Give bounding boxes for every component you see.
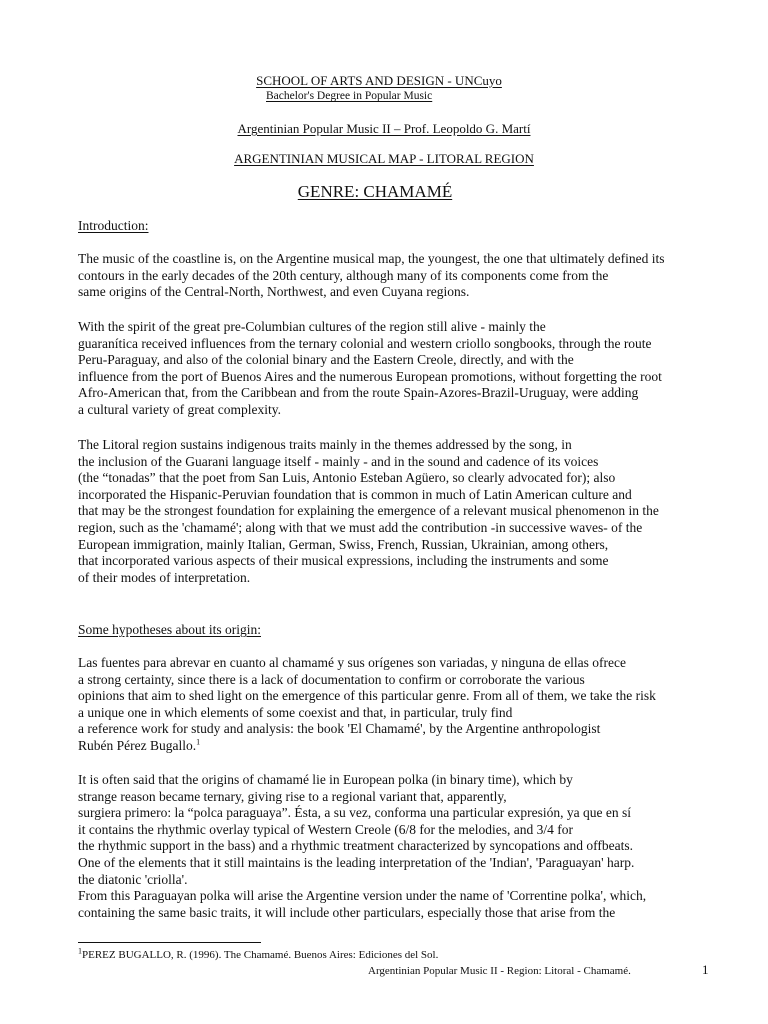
text-line: strange reason became ternary, giving rise to a regional variant that, apparently, bbox=[78, 788, 507, 804]
text-fragment: Rubén Pérez Bugallo. bbox=[78, 737, 197, 753]
degree-name: Bachelor's Degree in Popular Music bbox=[266, 90, 433, 102]
text-line: opinions that aim to shed light on the emergence of this particular genre. From all of them, we take the risk bbox=[78, 688, 656, 704]
text-line: that may be the strongest foundation for explaining the emergence of a relevant musical phenomenon in the bbox=[78, 503, 659, 519]
text-line: a cultural variety of great complexity. bbox=[78, 401, 282, 417]
text-line: Peru-Paraguay, and also of the colonial binary and the Eastern Creole, directly, and with the bbox=[78, 352, 574, 368]
intro-paragraph-2 bbox=[78, 319, 730, 419]
intro-paragraph-1 bbox=[78, 251, 730, 301]
intro-paragraph-3 bbox=[78, 437, 730, 586]
text-line: (the “tonadas” that the poet from San Luis, Antonio Esteban Agüero, so clearly advocated for); also bbox=[78, 470, 616, 486]
footnote-text: PEREZ BUGALLO, R. (1996). The Chamamé. Buenos Aires: Ediciones del Sol. bbox=[82, 949, 439, 961]
text-line: a unique one in which elements of some coexist and that, in particular, truly find bbox=[78, 704, 513, 720]
hypotheses-heading: Some hypotheses about its origin: bbox=[78, 622, 261, 637]
course-header bbox=[0, 121, 768, 137]
introduction-heading: Introduction: bbox=[78, 218, 149, 233]
text-line: the inclusion of the Guarani language itself - mainly - and in the sound and cadence of its voices bbox=[78, 453, 599, 469]
map-header bbox=[0, 151, 768, 167]
text-line: influence from the port of Buenos Aires and the numerous European promotions, without forgetting the root bbox=[78, 368, 662, 384]
school-header bbox=[0, 73, 768, 89]
footnote-divider bbox=[78, 942, 261, 943]
degree-header bbox=[266, 89, 486, 103]
text-line: guaranítica received influences from the ternary colonial and western criollo songbooks, through the route bbox=[78, 335, 652, 351]
text-line: of their modes of interpretation. bbox=[78, 569, 251, 585]
text-line: European immigration, mainly Italian, German, Swiss, French, Russian, Ukrainian, among others, bbox=[78, 536, 609, 552]
text-line: The music of the coastline is, on the Argentine musical map, the youngest, the one that ultimately defined its bbox=[78, 251, 665, 266]
text-line: With the spirit of the great pre-Columbian cultures of the region still alive - mainly the bbox=[78, 319, 546, 334]
text-line: From this Paraguayan polka will arise the Argentine version under the name of 'Correntine polka', which, bbox=[78, 888, 647, 904]
text-line: region, such as the 'chamamé'; along with that we must add the contribution -in successive waves- of the bbox=[78, 519, 643, 535]
footnote-reference: 1 bbox=[196, 737, 201, 747]
page-number: 1 bbox=[702, 962, 709, 977]
text-line: containing the same basic traits, it will include other particulars, especially those that arise from the bbox=[78, 904, 616, 920]
text-line: Las fuentes para abrevar en cuanto al chamamé y sus orígenes son variadas, y ninguna de ellas ofrece bbox=[78, 655, 627, 670]
page-footer: Argentinian Popular Music II - Region: Litoral - Chamamé. bbox=[368, 965, 631, 977]
text-line: that incorporated various aspects of their musical expressions, including the instruments and some bbox=[78, 553, 609, 569]
hypotheses-paragraph-1 bbox=[78, 655, 730, 755]
text-line: it contains the rhythmic overlay typical of Western Creole (6/8 for the melodies, and 3/4 for bbox=[78, 821, 574, 837]
map-title: ARGENTINIAN MUSICAL MAP - LITORAL REGION bbox=[234, 151, 534, 166]
hypotheses-paragraph-2 bbox=[78, 772, 730, 921]
text-line: The Litoral region sustains indigenous traits mainly in the themes addressed by the song, in bbox=[78, 437, 572, 452]
text-line: a strong certainty, since there is a lack of documentation to confirm or corroborate the various bbox=[78, 671, 585, 687]
text-line: It is often said that the origins of chamamé lie in European polka (in binary time), which by bbox=[78, 772, 573, 787]
text-line bbox=[78, 738, 730, 755]
genre-title bbox=[0, 182, 768, 202]
course-name: Argentinian Popular Music II – Prof. Leopoldo G. Martí bbox=[237, 121, 531, 136]
text-line: the rhythmic support in the bass) and a rhythmic treatment characterized by syncopations and offbeats. bbox=[78, 838, 633, 854]
footnote bbox=[78, 948, 438, 962]
footnote-number: 1 bbox=[78, 946, 82, 956]
school-name: SCHOOL OF ARTS AND DESIGN - UNCuyo bbox=[256, 73, 502, 88]
text-line: incorporated the Hispanic-Peruvian foundation that is common in much of Latin American culture and bbox=[78, 486, 632, 502]
text-line: Afro-American that, from the Caribbean and from the route Spain-Azores-Brazil-Uruguay, were adding bbox=[78, 385, 639, 401]
text-line: a reference work for study and analysis: the book 'El Chamamé', by the Argentine anthropologist bbox=[78, 721, 601, 737]
text-line: One of the elements that it still maintains is the leading interpretation of the 'Indian', 'Paraguayan' harp. bbox=[78, 854, 635, 870]
text-line: the diatonic 'criolla'. bbox=[78, 871, 188, 887]
text-line: contours in the early decades of the 20th century, although many of its components come from the bbox=[78, 267, 609, 283]
genre-name: GENRE: CHAMAMÉ bbox=[297, 182, 453, 201]
text-line: same origins of the Central-North, Northwest, and even Cuyana regions. bbox=[78, 284, 470, 300]
text-line: surgiera primero: la “polca paraguaya”. Ésta, a su vez, conforma una particular expresión, ya que en sí bbox=[78, 805, 632, 821]
